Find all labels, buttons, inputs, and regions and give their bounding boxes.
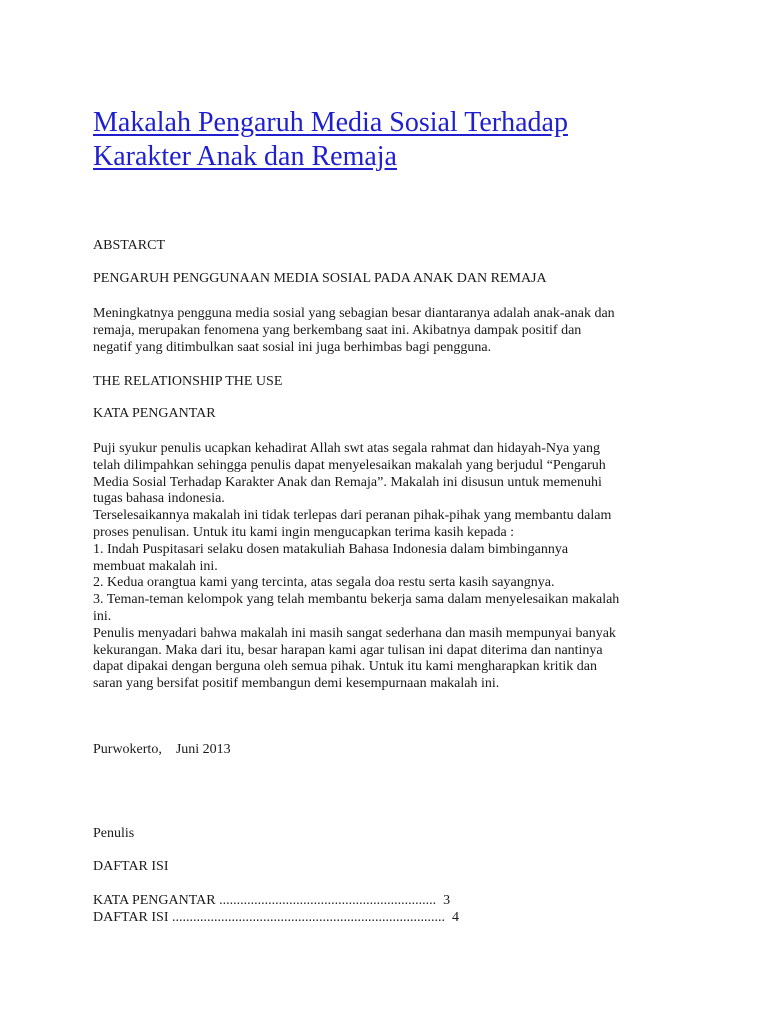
text-line: 2. Kedua orangtua kami yang tercinta, atas segala doa restu serta kasih sayangnya. [93, 575, 555, 591]
text-line: saran yang bersifat positif membangun demi kesempurnaan makalah ini. [93, 676, 500, 692]
text-line: kekurangan. Maka dari itu, besar harapan kami agar tulisan ini dapat diterima dan nantinya [93, 642, 603, 658]
text-line: 1. Indah Puspitasari selaku dosen matakuliah Bahasa Indonesia dalam bimbingannya [93, 541, 569, 557]
abstract-subtitle: PENGARUH PENGGUNAAN MEDIA SOSIAL PADA ANAK DAN REMAJA [93, 271, 547, 286]
text-line: proses penulisan. Untuk itu kami ingin mengucapkan terima kasih kepada : [93, 524, 515, 540]
text-line: Terselesaikannya makalah ini tidak terlepas dari peranan pihak-pihak yang membantu dalam [93, 508, 612, 524]
abstract-heading: ABSTARCT [93, 238, 166, 253]
text-line: membuat makalah ini. [93, 558, 218, 574]
toc-entry-page: 4 [452, 909, 459, 925]
text-line: ini. [93, 608, 112, 624]
text-line: tugas bahasa indonesia. [93, 491, 225, 507]
abstract-text [93, 306, 693, 356]
kata-pengantar-text [93, 441, 693, 693]
title-line-2: Karakter Anak dan Remaja [93, 141, 397, 172]
text-line: remaja, merupakan fenomena yang berkembang saat ini. Akibatnya dampak positif dan [93, 322, 582, 338]
title-link[interactable] [93, 107, 568, 172]
toc-entry-page: 3 [443, 893, 451, 908]
table-of-contents [93, 893, 693, 927]
toc-heading: DAFTAR ISI [93, 859, 169, 874]
text-line: Meningkatnya pengguna media sosial yang sebagian besar diantaranya adalah anak-anak dan [93, 306, 615, 321]
toc-entry-label: DAFTAR ISI [93, 909, 169, 925]
toc-entry-dots: .............................................................................. [168, 909, 445, 925]
title-line-1: Makalah Pengaruh Media Sosial Terhadap [93, 107, 568, 138]
toc-entry[interactable] [93, 910, 693, 927]
text-line: dapat dipakai dengan berguna oleh semua pihak. Untuk itu kami mengharapkan kritik dan [93, 659, 597, 675]
text-line: telah dilimpahkan sehingga penulis dapat menyelesaikan makalah yang berjudul “Pengaruh [93, 457, 606, 473]
toc-entry[interactable] [93, 893, 693, 910]
toc-entry-dots: .............................................................. [215, 893, 437, 908]
relationship-heading: THE RELATIONSHIP THE USE [93, 374, 283, 389]
text-line: negatif yang ditimbulkan saat sosial ini juga berhimbas bagi pengguna. [93, 339, 492, 355]
text-line: Penulis menyadari bahwa makalah ini masih sangat sederhana dan masih mempunyai banyak [93, 625, 616, 641]
place-date: Purwokerto, Juni 2013 [93, 742, 231, 757]
toc-entry-label: KATA PENGANTAR [93, 893, 216, 908]
text-line: Puji syukur penulis ucapkan kehadirat Allah swt atas segala rahmat dan hidayah-Nya yang [93, 441, 600, 456]
author-signature: Penulis [93, 826, 135, 841]
text-line: Media Sosial Terhadap Karakter Anak dan Remaja”. Makalah ini disusun untuk memenuhi [93, 474, 602, 490]
text-line: 3. Teman-teman kelompok yang telah membantu bekerja sama dalam menyelesaikan makalah [93, 592, 620, 608]
document-title [93, 106, 713, 174]
kata-pengantar-heading: KATA PENGANTAR [93, 406, 216, 421]
